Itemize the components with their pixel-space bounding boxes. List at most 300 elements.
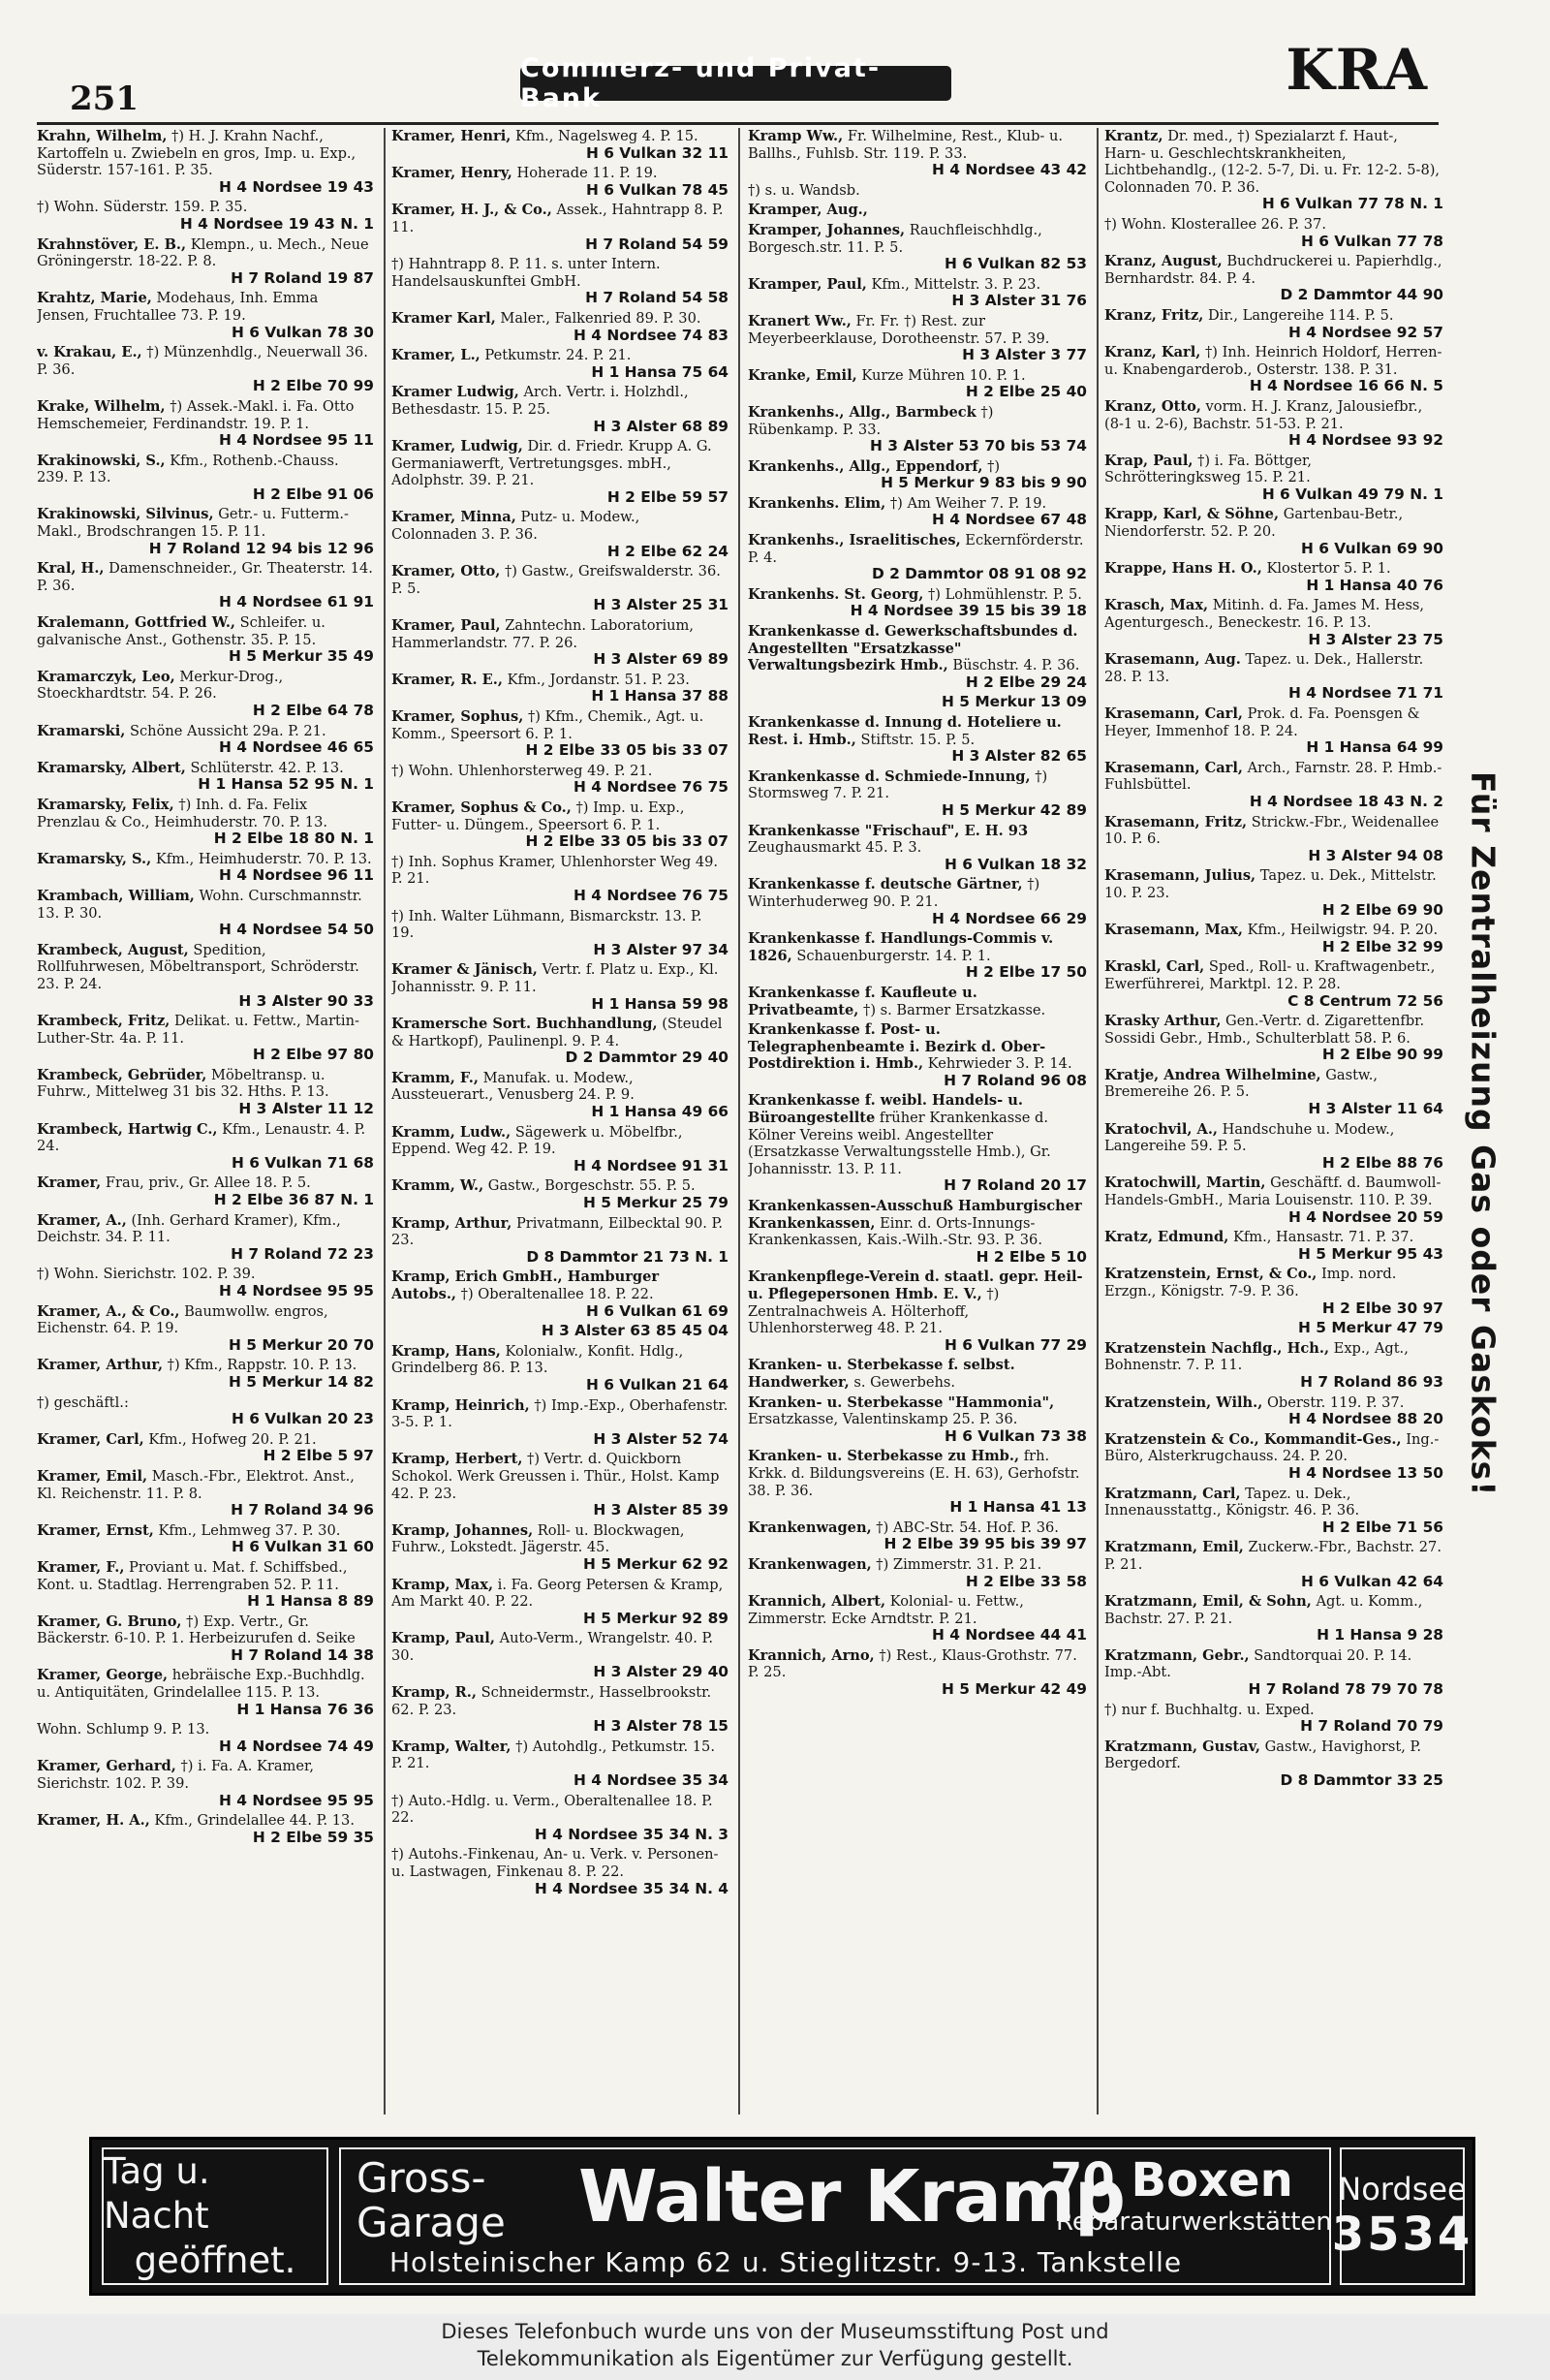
entry-name: Krankenkasse d. Innung d. Hoteliere u. Rest. i. Hmb.,	[748, 714, 1062, 748]
entry-phone: H 4 Nordsee 19 43	[219, 177, 374, 196]
directory-entry	[748, 202, 1087, 219]
entry-details: Auto-Verm., Wrangelstr. 40. P. 30.	[391, 1630, 714, 1664]
entry-phone: H 6 Vulkan 21 64	[585, 1375, 728, 1394]
entry-name: Kramm, Ludw.,	[391, 1123, 512, 1141]
entry-phone: H 6 Vulkan 77 78	[1300, 232, 1443, 250]
directory-entry	[748, 313, 1087, 364]
entry-name: Kramer, Carl,	[37, 1430, 144, 1448]
entry-name: Kranz, Fritz,	[1104, 306, 1204, 324]
entry-details: Kehrwieder 3. P. 14.	[927, 1055, 1072, 1073]
entry-name: Kramer, Arthur,	[37, 1357, 164, 1374]
directory-entry	[748, 495, 1087, 529]
entry-name: Kramer Karl,	[391, 309, 496, 327]
entry-phone: H 1 Hansa 8 89	[247, 1592, 374, 1611]
entry-details: †) s. Barmer Ersatzkasse.	[863, 1001, 1046, 1018]
entry-details: Dir., Langereihe 114. P. 5.	[1207, 306, 1394, 324]
entry-phone: H 3 Alster 68 89	[593, 417, 728, 435]
directory-entry	[391, 1630, 728, 1681]
entry-details: Manufak. u. Modew., Aussteuerart., Venusberg 24. P. 9.	[391, 1069, 635, 1104]
entry-name: Krankenpflege-Verein d. staatl. gepr. Heil- u. Pflegepersonen Hmb. E. V.,	[748, 1268, 1083, 1302]
entry-phone: H 2 Elbe 97 80	[252, 1046, 374, 1064]
directory-entry	[1104, 1067, 1443, 1118]
entry-name: Kramer, Henry,	[391, 165, 512, 182]
entry-details: †) Imp.-Exp., Oberhafenstr. 3-5. P. 1.	[391, 1396, 728, 1431]
entry-details: Fr. Fr. †) Rest. zur Meyerbeerklause, Dorotheenstr. 57. P. 39.	[748, 312, 1050, 347]
directory-entry	[748, 1268, 1087, 1354]
entry-phone: H 3 Alster 97 34	[593, 940, 728, 958]
entry-details: †) ABC-Str. 54. Hof. P. 36.	[876, 1519, 1059, 1536]
directory-entry	[391, 128, 728, 162]
entry-details: Merkur-Drog., Stoeckhardtstr. 54. P. 26.	[37, 668, 284, 703]
entry-details: †) Inh. Heinrich Holdorf, Herren- u. Knabengarderob., Osterstr. 138. P. 31.	[1104, 344, 1442, 378]
directory-entry	[37, 398, 374, 450]
directory-entry	[391, 384, 728, 435]
entry-name: Krappe, Hans H. O.,	[1104, 560, 1262, 578]
directory-entry	[37, 1067, 374, 1118]
entry-details: Sägewerk u. Möbelfbr., Eppend. Weg 42. P. 19.	[391, 1123, 683, 1158]
entry-name: Kranke, Emil,	[748, 366, 857, 384]
entry-phone: H 4 Nordsee 74 49	[219, 1737, 374, 1755]
entry-name: Kramm, W.,	[391, 1177, 484, 1195]
directory-entry	[748, 1021, 1087, 1089]
entry-phone: H 4 Nordsee 95 11	[219, 431, 374, 450]
directory-entry	[1104, 1013, 1443, 1064]
entry-name: Kramer, Sophus & Co.,	[391, 799, 572, 816]
entry-phone: H 7 Roland 54 59	[585, 235, 728, 253]
directory-entry	[1104, 1266, 1443, 1317]
entry-details: †) Wohn. Süderstr. 159. P. 35.	[37, 199, 248, 216]
entry-phone: H 3 Alster 52 74	[593, 1429, 728, 1448]
directory-entry	[391, 1177, 728, 1211]
directory-entry	[1104, 705, 1443, 757]
directory-entry	[748, 276, 1087, 310]
entry-details: Büschstr. 4. P. 36.	[952, 657, 1080, 674]
directory-entry	[1104, 1647, 1443, 1699]
entry-details: Rauchfleischhdlg., Borgesch.str. 11. P. 5.	[748, 221, 1042, 256]
entry-details: Tapez. u. Dek., Hallerstr. 28. P. 13.	[1104, 651, 1424, 685]
entry-details: †) Lohmühlenstr. P. 5.	[927, 585, 1082, 603]
entry-phone: H 6 Vulkan 82 53	[944, 255, 1087, 273]
entry-name: Krankenhs., Allg., Barmbeck	[748, 403, 976, 421]
directory-entry	[1104, 216, 1443, 250]
directory-entry	[37, 1394, 374, 1428]
entry-name: Krankenkasse f. Post- u. Telegraphenbeamte i. Bezirk d. Ober-Postdirektion i. Hmb.,	[748, 1021, 1046, 1073]
entry-details: †) Rübenkamp. P. 33.	[748, 403, 994, 438]
entry-phone: H 6 Vulkan 32 11	[585, 143, 728, 162]
entry-phone: H 3 Alster 94 08	[1308, 846, 1443, 864]
entry-details: Kurze Mühren 10. P. 1.	[861, 366, 1026, 384]
entry-details: Roll- u. Blockwagen, Fuhrw., Lokstedt. Jägerstr. 45.	[391, 1521, 685, 1556]
entry-phone: H 7 Roland 96 08	[944, 1071, 1087, 1089]
entry-phone: C 8 Centrum 72 56	[1287, 991, 1443, 1010]
entry-phone: H 2 Elbe 33 58	[965, 1572, 1087, 1590]
entry-phone: H 5 Merkur 42 89	[942, 800, 1087, 819]
entry-details: Gartenbau-Betr., Niendorferstr. 52. P. 20.	[1104, 506, 1404, 541]
entry-name: Krap, Paul,	[1104, 452, 1194, 469]
entry-phone: H 1 Hansa 59 98	[591, 994, 728, 1013]
entry-phone: H 7 Roland 86 93	[1300, 1372, 1443, 1391]
entry-details: †) Zentralnachweis A. Hölterhoff, Uhlenhorsterweg 48. P. 21.	[748, 1286, 1000, 1337]
ad-brand: Walter Kramp	[578, 2155, 1125, 2239]
directory-entry	[391, 1738, 728, 1790]
entry-phone: H 3 Alster 78 15	[593, 1717, 728, 1736]
directory-entry	[391, 1268, 728, 1320]
entry-details: Baumwollw. engros, Eichenstr. 64. P. 19.	[37, 1302, 328, 1337]
entry-details: Ersatzkasse, Valentinskamp 25. P. 36.	[748, 1411, 1018, 1428]
entry-phone: H 4 Nordsee 35 34 N. 4	[534, 1879, 728, 1897]
entry-name: Krankenhs., Israelitisches,	[748, 532, 961, 549]
entry-name: Kramper, Johannes,	[748, 221, 906, 238]
entry-phone: H 2 Elbe 25 40	[965, 383, 1087, 401]
directory-entry	[391, 1451, 728, 1519]
directory-entry	[748, 1092, 1087, 1195]
entry-phone: H 2 Elbe 29 24	[965, 673, 1087, 691]
entry-name: Kramarczyk, Leo,	[37, 668, 175, 685]
directory-entry	[1104, 506, 1443, 557]
entry-phone: H 6 Vulkan 73 38	[944, 1426, 1087, 1445]
directory-entry	[748, 876, 1087, 927]
entry-details: Arch., Farnstr. 28. P. Hmb.-Fuhlsbüttel.	[1104, 759, 1442, 794]
entry-phone: H 5 Merkur 95 43	[1298, 1244, 1443, 1263]
directory-entry	[391, 438, 728, 506]
directory-entry	[37, 1212, 374, 1264]
entry-details: †) i. Fa. A. Kramer, Sierichstr. 102. P. 39.	[37, 1758, 315, 1793]
entry-details: Schleifer. u. galvanische Anst., Gothenstr. 35. P. 15.	[37, 614, 326, 648]
entry-details: †) Autohdlg., Petkumstr. 15. P. 21.	[391, 1738, 715, 1772]
entry-details: Gastw., Bremereihe 26. P. 5.	[1104, 1066, 1378, 1101]
entry-name: Kramp, Max,	[391, 1576, 494, 1593]
entry-details: Kfm., Heimhuderstr. 70. P. 13.	[155, 850, 372, 867]
directory-entry	[748, 532, 1087, 583]
entry-phone: H 2 Elbe 33 05 bis 33 07	[525, 832, 728, 851]
ad-hours-box	[102, 2147, 328, 2285]
entry-details: Putz- u. Modew., Colonnaden 3. P. 36.	[391, 509, 640, 544]
entry-name: Krankenwagen,	[748, 1555, 872, 1573]
entry-phone: H 7 Roland 12 94 bis 12 96	[148, 539, 374, 557]
header-rule	[37, 122, 1439, 125]
entry-details: Vertr. f. Platz u. Exp., Kl. Johannisstr. 9. P. 11.	[391, 961, 719, 995]
entry-details: Prok. d. Fa. Poensgen & Heyer, Immenhof 18. P. 24.	[1104, 705, 1420, 739]
entry-phone: H 4 Nordsee 95 95	[219, 1791, 374, 1809]
entry-name: Krasemann, Aug.	[1104, 651, 1241, 669]
entry-details: (Inh. Gerhard Kramer), Kfm., Deichstr. 34. P. 11.	[37, 1211, 341, 1246]
entry-phone: H 2 Elbe 17 50	[965, 963, 1087, 982]
entry-details: Frau, priv., Gr. Allee 18. P. 5.	[105, 1174, 311, 1192]
entry-details: Möbeltransp. u. Fuhrw., Mittelweg 31 bis 32. Hths. P. 13.	[37, 1066, 329, 1101]
entry-phone: H 5 Merkur 14 82	[229, 1372, 374, 1391]
entry-name: Krankenwagen,	[748, 1519, 872, 1536]
directory-entry	[37, 1431, 374, 1465]
entry-phone: H 4 Nordsee 20 59	[1288, 1207, 1443, 1226]
entry-phone: H 2 Elbe 62 24	[606, 542, 728, 560]
entry-phone: H 3 Alster 69 89	[593, 650, 728, 669]
entry-name: Kranken- u. Sterbekasse zu Hmb.,	[748, 1448, 1020, 1465]
directory-entry	[391, 708, 728, 760]
directory-entry	[37, 1303, 374, 1355]
entry-phone: H 6 Vulkan 42 64	[1300, 1572, 1443, 1590]
entry-phone: H 7 Roland 34 96	[231, 1501, 374, 1519]
directory-entry	[391, 1323, 728, 1340]
entry-name: Krambeck, Hartwig C.,	[37, 1120, 218, 1138]
entry-details: Kfm., Hansastr. 71. P. 37.	[1232, 1229, 1414, 1246]
entry-name: Krambeck, August,	[37, 941, 189, 958]
walter-kramp-advert	[89, 2137, 1475, 2296]
directory-entry	[37, 669, 374, 720]
directory-entry	[391, 1215, 728, 1267]
directory-entry	[391, 1793, 728, 1844]
entry-name: Kramp, Erich GmbH., Hamburger Autobs.,	[391, 1268, 660, 1302]
entry-details: †) s. u. Wandsb.	[748, 181, 860, 199]
entry-details: Strickw.-Fbr., Weidenallee 10. P. 6.	[1104, 813, 1440, 848]
directory-entry	[748, 1593, 1087, 1644]
directory-entry	[391, 1846, 728, 1897]
entry-name: Krannich, Albert,	[748, 1593, 886, 1611]
entry-name: Krantz,	[1104, 128, 1163, 144]
entry-name: Kranert Ww.,	[748, 312, 852, 329]
entry-name: Kramer, Ludwig,	[391, 438, 523, 455]
entry-name: Krankenkassen-Ausschuß Hamburgischer Krankenkassen,	[748, 1198, 1082, 1232]
entry-details: †) Vertr. d. Quickborn Schokol. Werk Greussen i. Thür., Holst. Kamp 42. P. 23.	[391, 1451, 720, 1502]
entry-name: Krake, Wilhelm,	[37, 397, 166, 415]
entry-phone: H 2 Elbe 59 57	[606, 487, 728, 506]
entry-phone: H 3 Alster 53 70 bis 53 74	[870, 437, 1087, 455]
entry-phone: H 4 Nordsee 35 34 N. 3	[534, 1825, 728, 1843]
directory-entry	[37, 1522, 374, 1556]
entry-details: Kfm., Rothenb.-Chauss. 239. P. 13.	[37, 452, 339, 486]
entry-name: Kratzmann, Emil, & Sohn,	[1104, 1593, 1312, 1611]
entry-details: Mitinh. d. Fa. James M. Hess, Agenturgesch., Beneckestr. 16. P. 13.	[1104, 597, 1425, 632]
entry-name: Kramer, George,	[37, 1667, 169, 1684]
directory-entry	[391, 509, 728, 560]
ad-garage: Garage	[356, 2199, 506, 2246]
entry-name: Kramarski,	[37, 722, 126, 739]
entry-name: Krankenkasse f. deutsche Gärtner,	[748, 876, 1023, 893]
directory-entry	[37, 1266, 374, 1300]
entry-name: Krankenhs. St. Georg,	[748, 585, 924, 603]
ad-address: Holsteinischer Kamp 62 u. Stieglitzstr. 9-13. Tankstelle	[389, 2246, 1183, 2278]
entry-phone: H 5 Merkur 42 49	[942, 1680, 1087, 1699]
entry-name: Kramp, Hans,	[391, 1342, 501, 1360]
ad-hours-line: Tag u. Nacht	[104, 2150, 210, 2237]
entry-phone: H 2 Elbe 70 99	[252, 377, 374, 395]
entry-phone: H 2 Elbe 33 05 bis 33 07	[525, 741, 728, 760]
entry-details: †) Autohs.-Finkenau, An- u. Verk. v. Personen- u. Lastwagen, Finkenau 8. P. 22.	[391, 1846, 719, 1880]
entry-details: †) Auto.-Hdlg. u. Verm., Oberaltenallee 18. P. 22.	[391, 1792, 713, 1827]
entry-phone: D 2 Dammtor 44 90	[1280, 286, 1443, 304]
ad-repair: Reparaturwerkstätten	[1056, 2208, 1332, 2237]
directory-entry	[1104, 1431, 1443, 1483]
entry-details: Schauenburgerstr. 14. P. 1.	[796, 947, 991, 964]
directory-entry	[391, 1343, 728, 1394]
entry-name: Kramp, Walter,	[391, 1738, 512, 1755]
entry-phone: H 3 Alster 11 64	[1308, 1100, 1443, 1118]
entry-name: Kramer, A.,	[37, 1211, 127, 1229]
directory-entry	[748, 985, 1087, 1018]
entry-name: Krahtz, Marie,	[37, 290, 152, 307]
entry-phone: H 4 Nordsee 76 75	[574, 886, 728, 904]
entry-details: Eckernförderstr. P. 4.	[748, 532, 1084, 566]
ad-phone-box	[1331, 2147, 1473, 2285]
directory-entry	[37, 1468, 374, 1519]
entry-name: Kramer, Gerhard,	[37, 1758, 176, 1775]
directory-entry	[748, 1448, 1087, 1516]
entry-details: Schöne Aussicht 29a. P. 21.	[130, 722, 326, 739]
entry-name: Kramer, Paul,	[391, 617, 501, 635]
entry-name: Kranz, Otto,	[1104, 397, 1201, 415]
entry-phone: H 7 Roland 78 79 70 78	[1248, 1680, 1443, 1699]
entry-phone: H 6 Vulkan 77 29	[944, 1335, 1087, 1354]
entry-name: Kramper, Paul,	[748, 275, 867, 293]
entry-phone: D 2 Dammtor 08 91 08 92	[871, 565, 1087, 583]
entry-name: Kramer, H. A.,	[37, 1812, 150, 1830]
entry-phone: H 6 Vulkan 78 45	[585, 180, 728, 199]
entry-details: Assek., Hahntrapp 8. P. 11.	[391, 202, 724, 235]
directory-entry	[1104, 1340, 1443, 1392]
entry-phone: H 6 Vulkan 31 60	[231, 1538, 374, 1556]
entry-details: Wohn. Schlump 9. P. 13.	[37, 1721, 210, 1738]
directory-entry	[37, 1013, 374, 1064]
entry-phone: H 4 Nordsee 19 43 N. 1	[179, 214, 374, 233]
entry-phone: H 2 Elbe 71 56	[1321, 1518, 1443, 1536]
entry-details: †) Stormsweg 7. P. 21.	[748, 767, 1048, 802]
entry-phone: H 3 Alster 31 76	[951, 292, 1087, 310]
entry-details: Stiftstr. 15. P. 5.	[860, 731, 976, 748]
entry-name: Kratochvil, A.,	[1104, 1120, 1219, 1138]
directory-entry	[391, 617, 728, 669]
entry-details: †) Kfm., Chemik., Agt. u. Komm., Speersort 6. P. 1.	[391, 708, 704, 742]
entry-details: Damenschneider., Gr. Theaterstr. 14. P. 36.	[37, 560, 373, 594]
directory-entry	[37, 1721, 374, 1755]
entry-details: Kolonialw., Konfit. Hdlg., Grindelberg 86. P. 13.	[391, 1342, 684, 1377]
directory-entry	[37, 506, 374, 557]
entry-name: Kramarsky, Albert,	[37, 759, 186, 776]
ad-gross: Gross-	[356, 2154, 486, 2202]
entry-name: v. Krakau, E.,	[37, 344, 142, 361]
entry-details: †) Inh. d. Fa. Felix Prenzlau & Co., Heimhuderstr. 70. P. 13.	[37, 796, 327, 830]
entry-name: Krankenkasse d. Schmiede-Innung,	[748, 767, 1031, 785]
directory-entry	[391, 961, 728, 1013]
entry-phone: H 4 Nordsee 13 50	[1288, 1463, 1443, 1482]
directory-entry	[748, 1357, 1087, 1391]
bank-banner: Commerz- und Privat-Bank	[520, 66, 951, 101]
ad-phone-number: 3534	[1331, 2208, 1473, 2262]
entry-phone: H 4 Nordsee 44 41	[932, 1626, 1087, 1644]
directory-entry	[37, 560, 374, 611]
entry-name: Kratzenstein & Co., Kommandit-Ges.,	[1104, 1430, 1402, 1448]
entry-phone: H 7 Roland 70 79	[1300, 1717, 1443, 1736]
entry-details: Handschuhe u. Modew., Langereihe 59. P. 5.	[1104, 1120, 1395, 1155]
entry-phone: H 3 Alster 3 77	[962, 346, 1087, 364]
directory-entry	[1104, 1229, 1443, 1263]
directory-entry	[748, 404, 1087, 455]
directory-entry	[748, 128, 1087, 179]
entry-phone: H 4 Nordsee 35 34	[574, 1771, 728, 1790]
entry-details: Kfm., Jordanstr. 51. P. 23.	[507, 671, 690, 688]
directory-entry	[391, 347, 728, 381]
directory-entry	[391, 165, 728, 199]
entry-phone: H 1 Hansa 52 95 N. 1	[198, 775, 374, 794]
entry-name: Krapp, Karl, & Söhne,	[1104, 506, 1280, 523]
directory-entry	[37, 797, 374, 848]
directory-column-4	[1104, 128, 1443, 2114]
entry-name: Kramer,	[37, 1174, 102, 1192]
entry-name: Kramm, F.,	[391, 1069, 479, 1086]
entry-phone: H 5 Merkur 35 49	[229, 647, 374, 666]
entry-phone: H 4 Nordsee 76 75	[574, 778, 728, 797]
directory-entry	[391, 1070, 728, 1121]
directory-entry	[1104, 814, 1443, 865]
entry-phone: H 3 Alster 63 85 45 04	[541, 1322, 728, 1340]
entry-phone: H 3 Alster 25 31	[593, 596, 728, 614]
directory-entry	[1104, 651, 1443, 703]
entry-details: Kfm., Mittelstr. 3. P. 23.	[871, 275, 1041, 293]
ad-phone-label: Nordsee	[1338, 2171, 1467, 2208]
directory-entry	[37, 723, 374, 757]
entry-details: Spedition, Rollfuhrwesen, Möbeltransport, Schröderstr. 23. P. 24.	[37, 941, 359, 992]
directory-entry	[748, 1394, 1087, 1446]
entry-name: Kratochwill, Martin,	[1104, 1174, 1266, 1192]
entry-phone: H 5 Merkur 20 70	[229, 1335, 374, 1354]
directory-entry	[1104, 128, 1443, 213]
entry-name: Kramer, Henri,	[391, 128, 512, 144]
entry-name: Kranz, Karl,	[1104, 344, 1201, 361]
entry-details: Gastw., Borgeschstr. 55. P. 5.	[487, 1177, 696, 1195]
directory-entry	[1104, 1121, 1443, 1173]
entry-phone: H 6 Vulkan 61 69	[585, 1301, 728, 1320]
entry-name: Krambeck, Gebrüder,	[37, 1066, 207, 1083]
directory-entry	[391, 1124, 728, 1175]
column-divider	[384, 128, 386, 2114]
directory-entry	[391, 908, 728, 959]
entry-phone: H 4 Nordsee 91 31	[574, 1156, 728, 1174]
entry-details: †) Zimmerstr. 31. P. 21.	[876, 1555, 1042, 1573]
entry-name: Kramp, R.,	[391, 1684, 477, 1702]
directory-entry	[37, 1667, 374, 1718]
entry-phone: H 6 Vulkan 77 78 N. 1	[1261, 195, 1443, 213]
directory-entry	[748, 623, 1087, 691]
entry-name: Kratzenstein, Ernst, & Co.,	[1104, 1266, 1318, 1283]
entry-phone: H 4 Nordsee 54 50	[219, 921, 374, 939]
entry-name: Kramersche Sort. Buchhandlung,	[391, 1016, 658, 1033]
entry-name: Krankenkasse f. weibl. Handels- u. Büroangestellte	[748, 1092, 1023, 1127]
entry-phone: H 2 Elbe 30 97	[1321, 1299, 1443, 1317]
entry-details: Kfm., Hofweg 20. P. 21.	[148, 1430, 317, 1448]
entry-phone: H 5 Merkur 25 79	[583, 1194, 728, 1212]
entry-phone: H 3 Alster 11 12	[238, 1100, 374, 1118]
entry-details: †) Oberaltenallee 18. P. 22.	[460, 1286, 654, 1302]
entry-phone: D 2 Dammtor 29 40	[565, 1049, 728, 1067]
entry-name: Krankenhs. Elim,	[748, 494, 886, 512]
entry-name: Kratje, Andrea Wilhelmine,	[1104, 1066, 1321, 1083]
directory-entry	[1104, 1539, 1443, 1590]
entry-phone: H 4 Nordsee 39 15 bis 39 18	[850, 602, 1087, 620]
entry-details: Schneidermstr., Hasselbrookstr. 62. P. 23.	[391, 1684, 712, 1718]
entry-phone: H 2 Elbe 36 87 N. 1	[213, 1191, 374, 1209]
directory-entry	[391, 1577, 728, 1628]
entry-details: †) i. Fa. Böttger, Schrötteringksweg 15. P. 21.	[1104, 452, 1313, 486]
entry-details: Klempn., u. Mech., Neue Gröningerstr. 18-22. P. 8.	[37, 235, 369, 270]
entry-phone: H 6 Vulkan 78 30	[231, 323, 374, 341]
entry-name: Krahnstöver, E. B.,	[37, 235, 187, 253]
entry-phone: H 7 Roland 20 17	[944, 1176, 1087, 1195]
entry-details: Exp., Agt., Bohnenstr. 7. P. 11.	[1104, 1339, 1409, 1374]
entry-details: Imp. nord. Erzgn., Königstr. 7-9. P. 36.	[1104, 1266, 1397, 1300]
directory-entry	[1104, 1702, 1443, 1736]
directory-entry	[391, 763, 728, 797]
directory-entry	[37, 128, 374, 196]
entry-phone: H 4 Nordsee 95 95	[219, 1282, 374, 1300]
directory-entry	[37, 1121, 374, 1173]
